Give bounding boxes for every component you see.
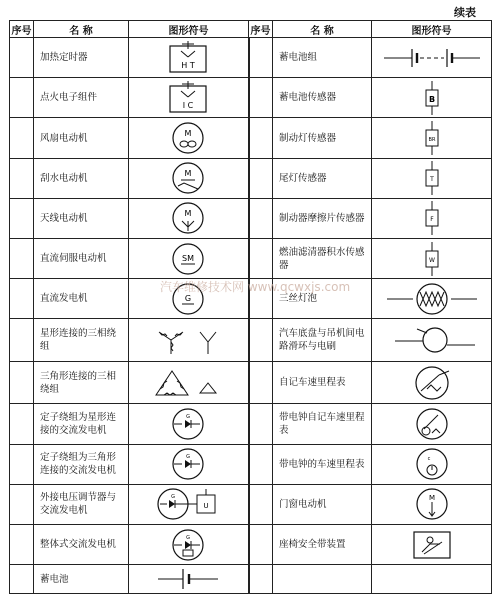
delta-winding-icon — [148, 365, 228, 401]
fuel-filter-water-sensor-icon — [422, 242, 442, 276]
heating-timer-icon — [166, 41, 210, 75]
symbol-text: T — [429, 176, 434, 184]
symbol-text: W — [428, 256, 435, 264]
symbol-name: 制动灯传感器 — [273, 118, 372, 158]
battery-pack-icon — [384, 47, 480, 69]
symbol-name: 蓄电池组 — [273, 38, 372, 78]
symbol-name: 三丝灯泡 — [273, 279, 372, 319]
symbol-name: 带电钟的车速里程表 — [273, 444, 372, 484]
alternator-star-icon — [168, 407, 208, 441]
symbol-name: 直流发电机 — [34, 279, 129, 319]
brake-light-sensor-icon — [422, 121, 442, 155]
table-row — [10, 279, 492, 319]
symbol-text: H T — [181, 60, 195, 70]
external-regulator-alternator-icon — [155, 487, 221, 521]
brake-pad-sensor-icon — [422, 201, 442, 235]
window-motor-icon — [412, 487, 452, 521]
symbol-name: 天线电动机 — [34, 198, 129, 238]
name-header: 名 称 — [34, 21, 129, 38]
battery-sensor-icon — [422, 81, 442, 115]
table-row — [10, 404, 492, 444]
symbol-text: I C — [183, 100, 194, 110]
symbol-text: M — [428, 494, 435, 503]
table-row — [10, 565, 492, 594]
symbol-text: BR — [428, 137, 435, 143]
symbol-name: 蓄电池 — [34, 565, 129, 594]
symbol-name: 座椅安全带装置 — [273, 525, 372, 565]
symbol-name: 三角形连接的三相绕组 — [34, 361, 129, 404]
antenna-motor-icon — [170, 201, 206, 235]
symbol-text: M — [184, 129, 192, 138]
table-header-row — [10, 21, 492, 38]
table-row — [10, 239, 492, 279]
fan-motor-icon — [170, 121, 206, 155]
alternator-delta-icon — [168, 447, 208, 481]
symbol-name: 汽车底盘与吊机间电路滑环与电刷 — [273, 319, 372, 362]
continued-label: 续表 — [454, 6, 476, 19]
recording-speedometer-icon — [409, 365, 455, 401]
symbol-table — [9, 20, 492, 594]
table-row — [10, 118, 492, 158]
symbol-name: 直流伺服电动机 — [34, 239, 129, 279]
symbol-text: B — [428, 94, 435, 104]
watermark: 汽车维修技术网 www.qcwxjs.com — [160, 280, 351, 294]
ignition-module-icon — [166, 81, 210, 115]
symbol-text: M — [184, 169, 192, 179]
index-header-right: 序号 — [249, 21, 273, 38]
dc-generator-icon — [170, 282, 206, 316]
symbol-name: 制动器摩擦片传感器 — [273, 198, 372, 238]
symbol-name: 蓄电池传感器 — [273, 78, 372, 118]
symbol-name: 门窗电动机 — [273, 484, 372, 524]
index-header: 序号 — [10, 21, 34, 38]
symbol-name: 点火电子组件 — [34, 78, 129, 118]
symbol-text: G — [186, 534, 191, 541]
wiper-motor-icon — [170, 161, 206, 195]
table-row — [10, 525, 492, 565]
symbol-name: 定子绕组为星形连接的交流发电机 — [34, 404, 129, 444]
symbol-name — [273, 565, 372, 594]
symbol-name: 加热定时器 — [34, 38, 129, 78]
symbol-text: F — [429, 216, 434, 224]
symbol-name: 刮水电动机 — [34, 158, 129, 198]
battery-icon — [158, 567, 218, 591]
symbol-name: 星形连接的三相绕组 — [34, 319, 129, 362]
symbol-header-right: 图形符号 — [372, 21, 492, 38]
tail-light-sensor-icon — [422, 161, 442, 195]
clock-speedometer-icon — [412, 447, 452, 481]
symbol-name: 外接电压调节器与交流发电机 — [34, 484, 129, 524]
name-header-right: 名 称 — [273, 21, 372, 38]
svg-text:c: c — [427, 456, 430, 463]
symbol-name: 整体式交流发电机 — [34, 525, 129, 565]
symbol-name: 定子绕组为三角形连接的交流发电机 — [34, 444, 129, 484]
table-row — [10, 38, 492, 78]
symbol-name: 自记车速里程表 — [273, 361, 372, 404]
table-row — [10, 319, 492, 362]
symbol-name: 带电钟自记车速里程表 — [273, 404, 372, 444]
table-row — [10, 444, 492, 484]
clock-recording-speedometer-icon — [412, 407, 452, 441]
table-row — [10, 484, 492, 524]
symbol-text: SM — [182, 253, 195, 263]
symbol-text: G — [171, 494, 176, 501]
symbol-text: G — [185, 293, 192, 303]
symbol-name: 风扇电动机 — [34, 118, 129, 158]
three-filament-bulb-icon — [387, 282, 477, 316]
table-row — [10, 361, 492, 404]
integral-alternator-icon — [168, 528, 208, 562]
table-row — [10, 78, 492, 118]
table-row — [10, 158, 492, 198]
symbol-name: 燃油滤清器积水传感器 — [273, 239, 372, 279]
dc-servo-motor-icon — [170, 242, 206, 276]
table-row — [10, 198, 492, 238]
symbol-text: G — [186, 454, 191, 461]
star-winding-icon — [153, 322, 223, 358]
symbol-text: G — [186, 414, 191, 421]
symbol-header: 图形符号 — [129, 21, 249, 38]
symbol-text: M — [184, 209, 192, 219]
symbol-text: U — [203, 502, 209, 511]
seat-belt-device-icon — [410, 528, 454, 562]
slip-ring-brush-icon — [387, 323, 477, 357]
symbol-name: 尾灯传感器 — [273, 158, 372, 198]
